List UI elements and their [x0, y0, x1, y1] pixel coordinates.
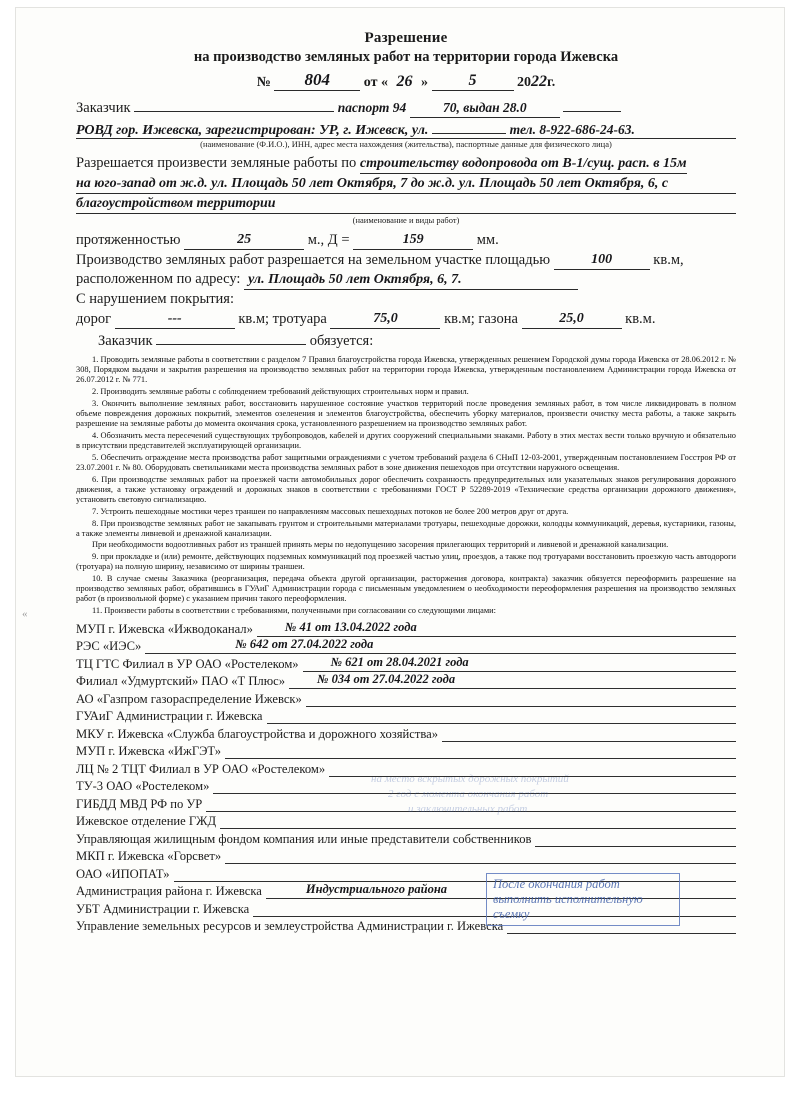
obligations-subject: Заказчик — [98, 333, 153, 349]
obligation-item: 10. В случае смены Заказчика (реорганизация, передача объекта другой организации, расторжения договора, контракта) заказчик обязуется переоформить разрешение на производство земляных работ, обратившись в ГУАиГ Администрации города с письменным уведомлением о необходимости переоформления разрешения на производство земляных работ (в произвольной форме) с указанием причин такого переоформления. — [76, 574, 736, 604]
quote-close: » — [421, 75, 428, 90]
stamp-line-1: После окончания работ — [493, 877, 620, 891]
permission-row-3 — [76, 194, 736, 214]
approval-value-field[interactable] — [257, 621, 736, 637]
scanned-sheet — [16, 8, 784, 1076]
approval-value: № 621 от 28.04.2021 года — [330, 654, 469, 669]
obligation-item: 11. Произвести работы в соответствии с требованиями, полученными при согласовании со следующими лицами: — [92, 606, 496, 616]
faint-stamp-line-2: 2 год с момента окончания работ — [388, 788, 549, 800]
coverage-row — [76, 309, 736, 329]
approval-row — [76, 689, 736, 707]
coverage-header: С нарушением покрытия: — [76, 291, 234, 307]
obligation-item: 7. Устроить пешеходные мостики через траншеи по направлениям массовых пешеходных потоков не более 200 метров друг от друга. — [92, 506, 569, 516]
approval-org-name: Филиал «Удмуртский» ПАО «Т Плюс» — [76, 674, 286, 689]
approval-value-field[interactable] — [225, 848, 736, 864]
permit-number-row — [76, 70, 736, 92]
approval-value-field[interactable] — [306, 691, 736, 707]
work-description-line3: благоустройством территории — [76, 194, 736, 214]
permission-row-1 — [76, 154, 736, 174]
approval-value-field[interactable] — [442, 726, 736, 742]
approval-org-name: ТЦ ГТС Филиал в УР ОАО «Ростелеком» — [76, 656, 299, 671]
road-label: дорог — [76, 311, 112, 327]
approval-row — [76, 794, 736, 812]
approval-row — [76, 777, 736, 795]
plot-row-2 — [76, 270, 736, 290]
customer-registration: РОВД гор. Ижевска, зарегистрирован: УР, г. Ижевск, ул. — [76, 123, 429, 138]
from-label: от « — [363, 75, 388, 90]
approval-value-field[interactable] — [289, 673, 736, 689]
lawn-unit: кв.м. — [625, 311, 656, 327]
stamp-line-3: съемку — [493, 907, 530, 921]
permission-row-2 — [76, 174, 736, 194]
plot-address-label: расположенном по адресу: — [76, 271, 241, 287]
road-value: --- — [115, 309, 235, 329]
approval-value-field[interactable] — [225, 743, 736, 759]
page-title: Разрешение — [364, 30, 448, 46]
road-unit: кв.м; тротуара — [238, 311, 327, 327]
page-subtitle: на производство земляных работ на территории города Ижевска — [193, 49, 619, 65]
approval-org-name: Ижевское отделение ГЖД — [76, 814, 217, 829]
obligation-item: 1. Проводить земляные работы в соответствии с разделом 7 Правил благоустройства города Ижевска, утвержденных решением Городской думы города Ижевска от 28.06.2012 г. № 308, Порядком выдачи и закрытия разрешения на производство земляных работ на территории города Ижевска, утвержденным постановлением Администрации города Ижевска от 26.07.2012 г. № 771. — [76, 355, 736, 385]
approval-org-name: Управление земельных ресурсов и землеустройства Администрации г. Ижевска — [76, 919, 504, 934]
approval-value: № 41 от 13.04.2022 года — [284, 619, 417, 634]
customer-tail — [563, 96, 621, 112]
year-value: 22 — [531, 73, 547, 90]
approval-value: № 034 от 27.04.2022 года — [317, 672, 456, 687]
customer-registration-fill — [432, 118, 506, 134]
number-label: № — [256, 75, 271, 90]
day-value: 26 — [396, 73, 413, 90]
year-suffix: г. — [547, 75, 556, 90]
obligation-item: 4. Обозначить места пересечений существующих трубопроводов, кабелей и других сооружений специальными знаками. Работу в этих местах вести только вручную и обязательно в присутствии представителей эксплуатирующей организации. — [76, 430, 736, 451]
customer-row-2 — [76, 118, 736, 140]
obligation-item: 2. Производить земляные работы с соблюдением требований действующих строительных норм и правил. — [92, 387, 469, 397]
approval-org-name: РЭС «ИЭС» — [76, 639, 142, 654]
approval-value: № 642 от 27.04.2022 года — [235, 637, 374, 652]
faint-stamp-line-1: на место вскрытых дорожных покрытий — [371, 773, 569, 785]
approval-row — [76, 759, 736, 777]
obligation-item: 8. При производстве земляных работ не закапывать грунтом и строительными материалами тротуары, пешеходные дорожки, колодцы коммуникаций, деревья, кустарники, газоны, а также элементы ливневой и дренажной канализации. — [76, 518, 736, 538]
approval-org-name: МКП г. Ижевска «Горсвет» — [76, 849, 222, 864]
approval-org-name: МУП г. Ижевска «ИжГЭТ» — [76, 744, 222, 759]
obligation-item: При необходимости водоотливных работ из траншей принять меры по недопущению засорения прилегающих территорий и ливневой и дренажной канализации. — [92, 540, 669, 550]
execution-survey-stamp — [486, 873, 680, 926]
approval-org-name: ЛЦ № 2 ТЦТ Филиал в УР ОАО «Ростелеком» — [76, 761, 326, 776]
obligations-verb: обязуется: — [309, 333, 374, 349]
plot-address-value: ул. Площадь 50 лет Октября, 6, 7. — [244, 270, 578, 290]
month-value: 5 — [432, 72, 514, 91]
approval-value-field[interactable] — [303, 656, 736, 672]
approval-row — [76, 829, 736, 847]
sidewalk-unit: кв.м; газона — [444, 311, 518, 327]
permission-caption: (наименование и виды работ) — [352, 215, 460, 225]
permission-lead: Разрешается произвести земляные работы по — [76, 155, 357, 171]
plot-row-1 — [76, 250, 736, 270]
customer-row — [76, 96, 736, 118]
approval-org-name: ГИБДД МВД РФ по УР — [76, 796, 203, 811]
diameter-value: 159 — [353, 230, 473, 250]
diameter-unit: мм. — [476, 232, 499, 248]
length-unit: м., Д = — [307, 232, 350, 248]
approval-row — [76, 619, 736, 637]
plot-area-value: 100 — [554, 250, 650, 270]
plot-area-unit: кв.м, — [653, 252, 684, 268]
lawn-value: 25,0 — [522, 309, 622, 329]
obligations-fill — [156, 329, 306, 345]
approval-value-field[interactable] — [206, 796, 736, 812]
approval-row — [76, 847, 736, 865]
obligation-item: 5. Обеспечить ограждение места производства работ защитными ограждениями с учетом требований раздела 6 СНиП 12-03-2001, утвержденным постановлением Госстроя РФ от 23.07.2001 г. № 80. Оборудовать светильниками места производства земляных работ в зоне движения пешеходов при отсутствии наружного освещения. — [76, 452, 736, 473]
approval-value-field[interactable] — [329, 761, 736, 777]
approval-row — [76, 724, 736, 742]
approval-value-field[interactable] — [145, 638, 736, 654]
obligation-item: 6. При производстве земляных работ на проезжей части автомобильных дорог обеспечить сохранность предупредительных или указательных знаков регулирования дорожного движения, а также установку ограждений и дорожных знаков в соответствии с требованиями ГОСТ Р 52289-2019 «Технические средства организации дорожного движения», установить световую сигнализацию. — [76, 474, 736, 505]
length-label: протяженностью — [76, 232, 181, 248]
permit-number-value: 804 — [274, 70, 360, 91]
year-prefix: 20 — [517, 75, 531, 90]
page-edge-mark: « — [22, 608, 28, 620]
obligations-list — [76, 355, 736, 616]
approval-row — [76, 812, 736, 830]
approval-org-name: УБТ Администрации г. Ижевска — [76, 901, 250, 916]
customer-label: Заказчик — [76, 100, 131, 116]
approval-org-name: МУП г. Ижевска «Ижводоканал» — [76, 621, 253, 636]
approval-row — [76, 654, 736, 672]
approval-row — [76, 672, 736, 690]
approval-value-field[interactable] — [220, 813, 736, 829]
dimensions-row — [76, 230, 736, 250]
sidewalk-value: 75,0 — [330, 309, 440, 329]
obligation-item: 9. при прокладке и (или) ремонте, действующих подземных коммуникаций под проезжей частью улиц, проездов, а также под тротуарами восстановить проезжую часть автодороги (тротуара) на полную ширину, независимо от ширины траншеи. — [76, 552, 736, 572]
approval-org-name: ТУ-3 ОАО «Ростелеком» — [76, 779, 210, 794]
obligations-header — [76, 329, 736, 351]
passport-value: 70, выдан 28.0 — [410, 98, 560, 118]
approval-org-name: ГУАиГ Администрации г. Ижевска — [76, 709, 263, 724]
approval-org-name: Управляющая жилищным фондом компания или иные представители собственников — [76, 831, 532, 846]
work-description-line2: на юго-запад от ж.д. ул. Площадь 50 лет Октября, 7 до ж.д. ул. Площадь 50 лет Октября, 6, с — [76, 174, 736, 194]
approval-value-field[interactable] — [535, 831, 736, 847]
obligation-item: 3. Окончить выполнение земляных работ, восстановить нарушенное состояние участков территорий после проведения земляных работ, в том числе ликвидировать в полном объеме повреждения дорожных покрытий, элементов озеленения и элементов благоустройства, обеспечить уборку материалов, произвести очистку места работы, а также закрыть разрешение на земляные работы до момента окончания срока, установленного разрешением на производство земляных работ. — [76, 398, 736, 429]
approval-value-field[interactable] — [213, 778, 736, 794]
faint-stamp-line-3: и заключительных работ — [408, 803, 528, 815]
customer-value — [134, 96, 334, 112]
approval-value-field[interactable] — [267, 708, 737, 724]
document-content — [76, 30, 736, 934]
approval-row — [76, 742, 736, 760]
length-value: 25 — [184, 230, 304, 250]
passport-label: паспорт 94 — [337, 100, 407, 115]
customer-caption: (наименование (Ф.И.О.), ИНН, адрес места нахождения (жительства), паспортные данные для физического лица) — [200, 139, 612, 149]
approval-row — [76, 637, 736, 655]
approval-org-name: АО «Газпром газораспределение Ижевск» — [76, 691, 302, 706]
approval-value: Индустриального района — [305, 882, 448, 897]
approval-org-name: Администрация района г. Ижевска — [76, 884, 262, 899]
customer-phone: тел. 8-922-686-24-63. — [509, 122, 635, 137]
plot-area-label: Производство земляных работ разрешается на земельном участке площадью — [76, 252, 551, 268]
approval-org-name: ОАО «ИПОПАТ» — [76, 866, 170, 881]
work-description-line1: строительству водопровода от В-1/сущ. расп. в 15м — [360, 154, 687, 174]
stamp-line-2: выполнить исполнительную — [493, 892, 643, 906]
approval-row — [76, 707, 736, 725]
approval-org-name: МКУ г. Ижевска «Служба благоустройства и дорожного хозяйства» — [76, 726, 439, 741]
